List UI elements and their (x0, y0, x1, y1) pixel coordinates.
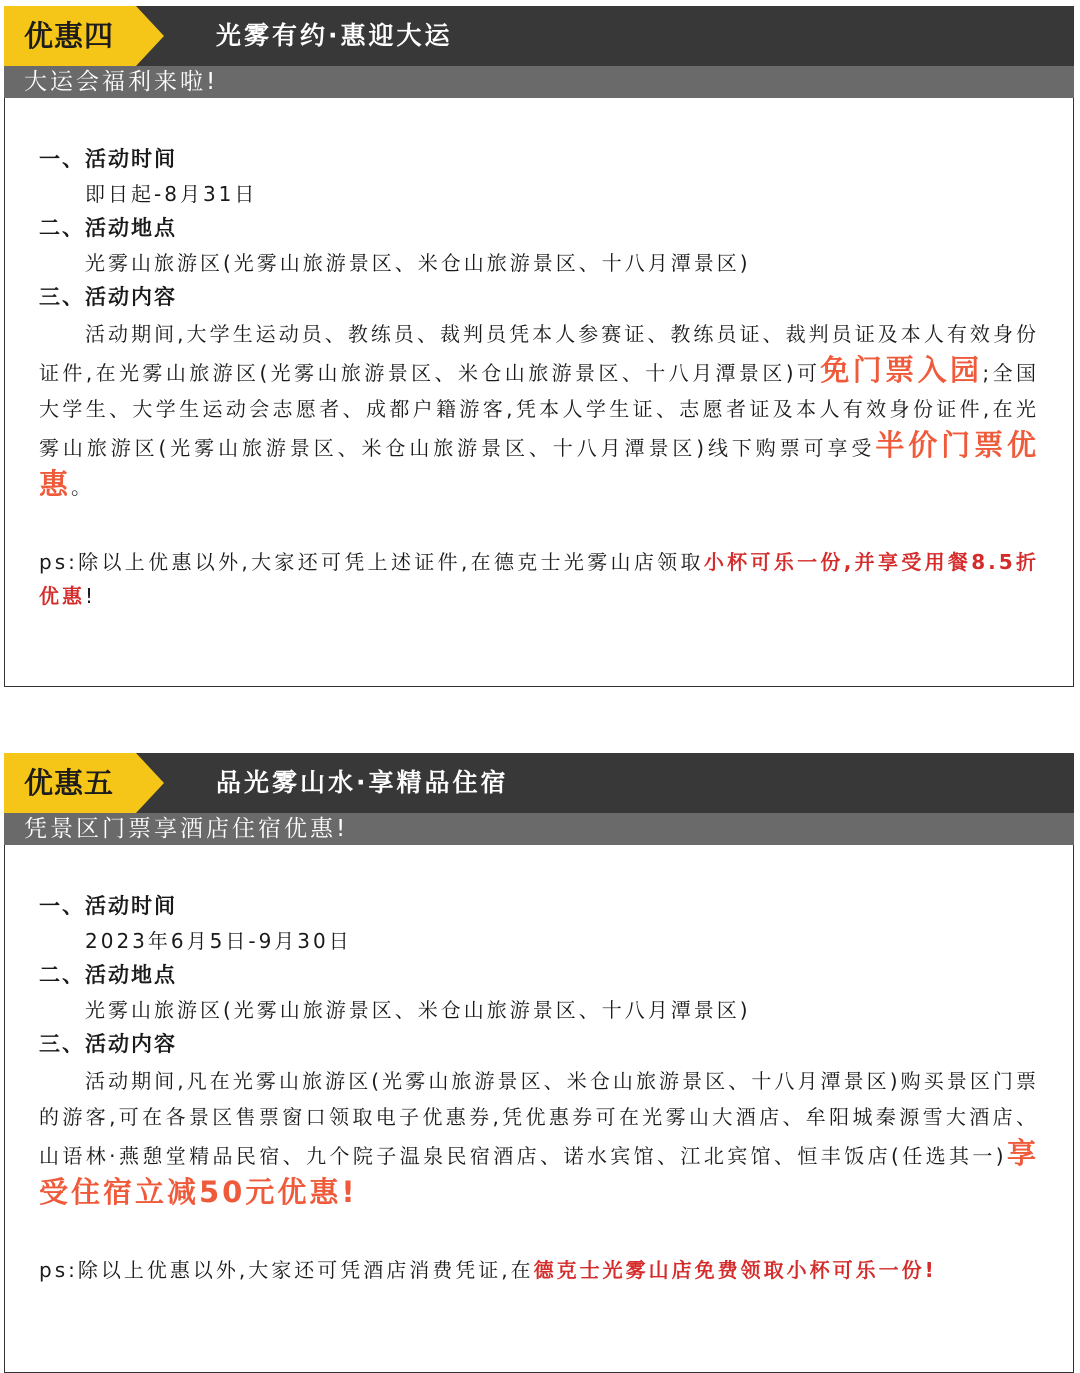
offer-four-ps-note (39, 545, 1039, 613)
offer-five-desc-part1: 活动期间,凡在光雾山旅游区(光雾山旅游景区、米仓山旅游景区、十八月潭景区)购买景区门票的游客,可在各景区售票窗口领取电子优惠券,凭优惠券可在光雾山大酒店、牟阳城秦源雪大酒店、山语林·燕憩堂精品民宿、九个院子温泉民宿酒店、诺水宾馆、江北宾馆、恒丰饭店(任选其一) (39, 1069, 1039, 1168)
offer-four-tag-label: 优惠四 (24, 19, 115, 53)
offer-four-desc-part3: 。 (71, 475, 95, 499)
offer-four-desc-part1: 活动期间,大学生运动员、教练员、裁判员凭本人参赛证、教练员证、裁判员证及本人有效身份证件,在光雾山旅游区(光雾山旅游景区、米仓山旅游景区、十八月潭景区)可 (39, 322, 1039, 385)
offer-five-header (4, 753, 1074, 813)
offer-five-ps-highlight: 德克士光雾山店免费领取小杯可乐一份! (533, 1258, 937, 1282)
offer-four-ps-highlight: 小杯可乐一份,并享受用餐8.5折优惠 (39, 550, 1040, 608)
offer-five-discount-highlight: 享受住宿立减50元优惠! (39, 1136, 1039, 1209)
offer-four-content (4, 98, 1074, 687)
offer-four-free-entry-highlight: 免门票入园 (820, 353, 983, 387)
offer-four-title: 光雾有约·惠迎大运 (216, 21, 453, 50)
offer-five-time-heading: 一、活动时间 (39, 894, 177, 918)
offer-four-desc-part2: ;全国大学生、大学生运动会志愿者、成都户籍游客,凭本人学生证、志愿者证及本人有效身份证件,在光雾山旅游区(光雾山旅游景区、米仓山旅游景区、十八月潭景区)线下购票可享受 (39, 361, 1039, 460)
offer-five-location-value: 光雾山旅游区(光雾山旅游景区、米仓山旅游景区、十八月潭景区) (85, 998, 751, 1022)
offer-five-time-value: 2023年6月5日-9月30日 (85, 929, 352, 953)
offer-five-content-heading: 三、活动内容 (39, 1032, 177, 1056)
offer-four-header (4, 6, 1074, 66)
offer-four-location-value: 光雾山旅游区(光雾山旅游景区、米仓山旅游景区、十八月潭景区) (85, 251, 751, 275)
offer-four-content-heading: 三、活动内容 (39, 285, 177, 309)
offer-four-subtitle: 大运会福利来啦! (4, 66, 1074, 98)
offer-four-time-heading: 一、活动时间 (39, 147, 177, 171)
offer-four-description (39, 316, 1039, 505)
offer-five-description (39, 1063, 1039, 1213)
offer-four-ps-text: ps:除以上优惠以外,大家还可凭上述证件,在德克士光雾山店领取 (39, 550, 704, 574)
offer-five-location-heading: 二、活动地点 (39, 963, 177, 987)
offer-five-content (4, 845, 1074, 1373)
offer-five-card (4, 753, 1074, 1373)
offer-four-ps-end: ! (85, 584, 97, 608)
offer-five-subtitle: 凭景区门票享酒店住宿优惠! (4, 813, 1074, 845)
offer-five-ps-text: ps:除以上优惠以外,大家还可凭酒店消费凭证,在 (39, 1258, 534, 1282)
offer-four-half-price-highlight: 半价门票优惠 (39, 428, 1039, 501)
offer-four-card (4, 6, 1074, 687)
offer-five-tag-label: 优惠五 (24, 766, 115, 800)
offer-four-location-heading: 二、活动地点 (39, 216, 177, 240)
offer-five-title: 品光雾山水·享精品住宿 (216, 768, 509, 797)
offer-five-ps-note (39, 1253, 1039, 1287)
offer-four-time-value: 即日起-8月31日 (85, 182, 258, 206)
